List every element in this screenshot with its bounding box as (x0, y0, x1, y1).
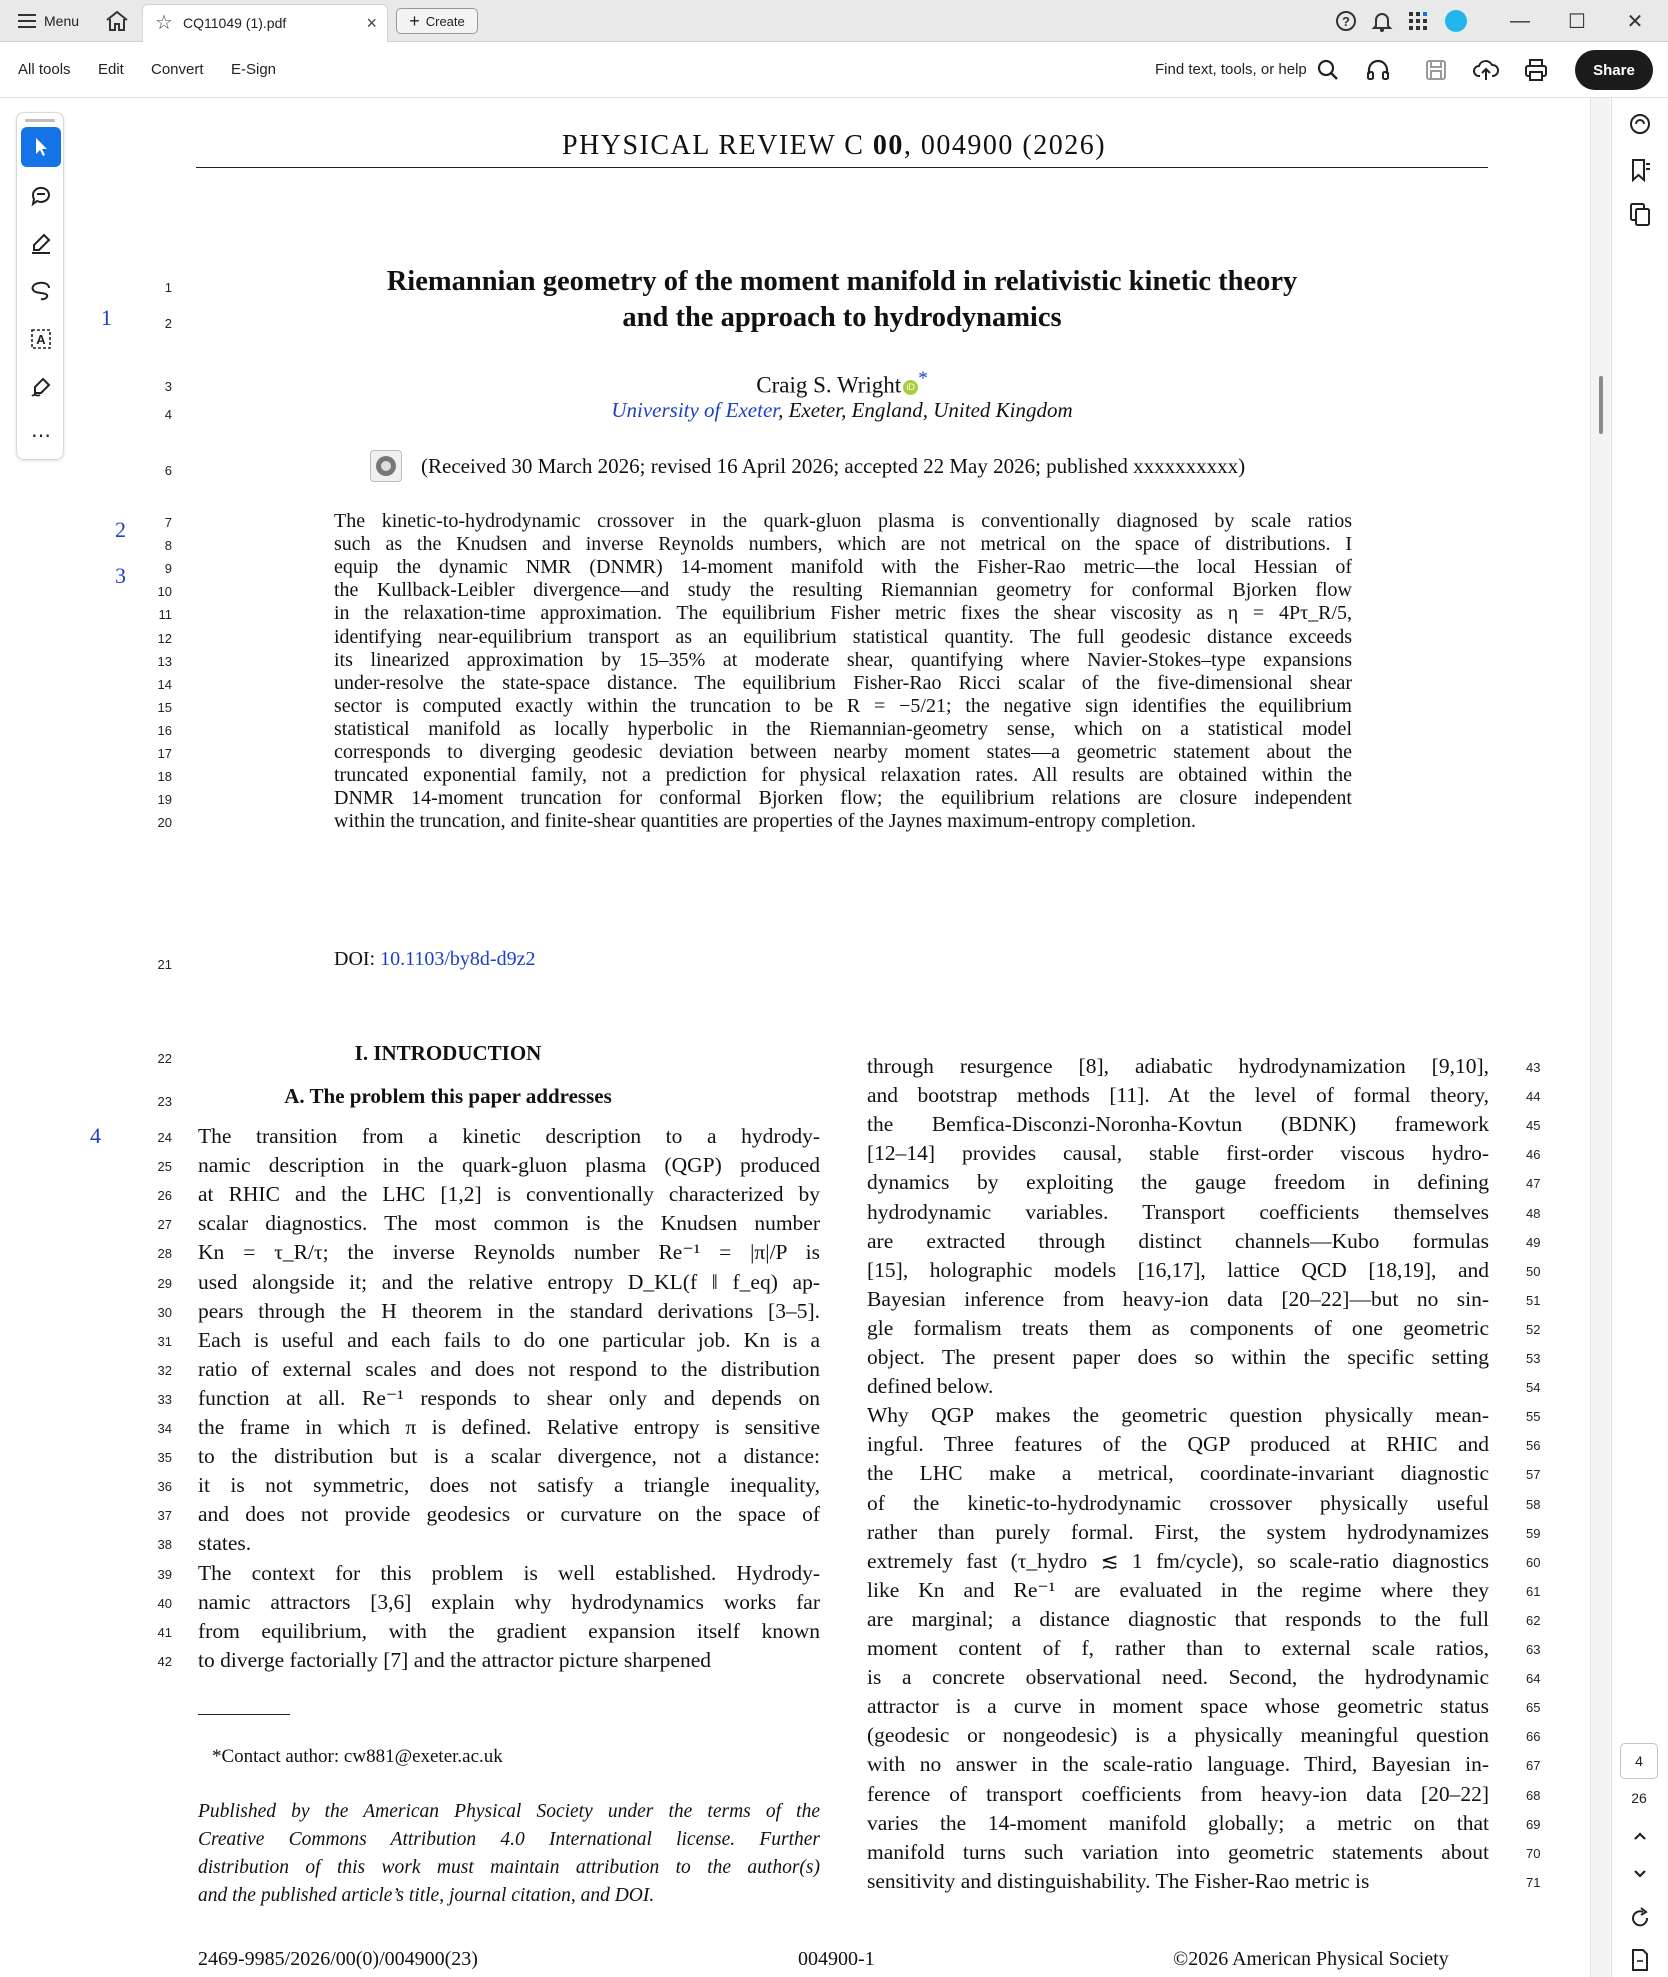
star-icon[interactable]: ☆ (155, 12, 173, 34)
select-tool-button[interactable] (21, 127, 61, 167)
sign-tool-button[interactable] (21, 367, 61, 407)
quick-tools-rail (16, 112, 64, 460)
sign-pen-icon (29, 375, 53, 399)
body-text-line: Why QGP makes the geometric question physically mean- (867, 1403, 1489, 1428)
line-number: 24 (157, 1130, 172, 1145)
line-number: 55 (1526, 1409, 1541, 1425)
tab-title: CQ11049 (1).pdf (183, 15, 287, 31)
line-number: 7 (164, 515, 172, 530)
body-text-line: object. The present paper does so within the specific setting (867, 1345, 1489, 1369)
create-label: Create (425, 13, 465, 29)
line-number: 4 (164, 407, 172, 422)
line-number: 43 (1526, 1060, 1541, 1075)
vertical-scrollbar[interactable] (1590, 98, 1610, 1977)
plus-icon: + (409, 11, 420, 31)
menu-convert[interactable]: Convert (151, 61, 204, 78)
search-icon[interactable] (1314, 56, 1342, 84)
body-text-line: are marginal; a distance diagnostic that responds to the full (867, 1606, 1489, 1631)
line-number: 14 (157, 676, 172, 692)
body-text-line: (geodesic or nongeodesic) is a physically meaningful question (867, 1723, 1489, 1748)
body-text-line: The transition from a kinetic description to a hydrody- (198, 1124, 820, 1148)
line-number: 3 (164, 379, 172, 394)
body-text-line: through resurgence [8], adiabatic hydrodynamization [9,10], (867, 1054, 1489, 1078)
line-number: 44 (1526, 1089, 1541, 1105)
line-number: 27 (157, 1217, 172, 1233)
abstract-line: its linearized approximation by 15–35% at moderate shear, quantifying where Navier-Stokes–type expansions (334, 648, 1352, 671)
line-number: 35 (157, 1450, 172, 1466)
body-text-line: varies the 14-moment manifold globally; a metric on that (867, 1810, 1489, 1835)
body-text-line: from equilibrium, with the gradient expansion itself known (198, 1618, 820, 1643)
abstract-line: truncated exponential family, not a prediction for physical relaxation rates. All results are obtained within the (334, 764, 1352, 787)
contact-footnote: *Contact author: cw881@exeter.ac.uk (212, 1746, 503, 1767)
headphones-read-aloud-icon[interactable] (1364, 56, 1392, 84)
paper-title-line: Riemannian geometry of the moment manifold in relativistic kinetic theory (386, 266, 1298, 297)
line-number: 60 (1526, 1554, 1541, 1570)
journal-header: PHYSICAL REVIEW C 00, 004900 (2026) (561, 130, 1107, 161)
line-number: 50 (1526, 1263, 1541, 1279)
previous-page-icon[interactable] (1626, 1822, 1654, 1850)
body-text-line: are extracted through distinct channels—Kubo formulas (867, 1228, 1489, 1253)
lasso-draw-icon (29, 279, 53, 303)
body-text-line: Kn = τ_R/τ; the inverse Reynolds number Re⁻¹ = |π|/P is (198, 1240, 820, 1265)
author-name: Craig S. Wright iD * (756, 368, 928, 398)
body-text-line: of the kinetic-to-hydrodynamic crossover physically useful (867, 1490, 1489, 1515)
line-number: 65 (1526, 1700, 1541, 1716)
received-dates: (Received 30 March 2026; revised 16 April 2026; accepted 22 May 2026; published xxxxxxxxxx) (421, 454, 1246, 478)
body-text-line: namic description in the quark-gluon plasma (QGP) produced (198, 1153, 820, 1178)
text-box-icon (29, 327, 53, 351)
body-text-line: the Bemfica-Disconzi-Noronha-Kovtun (BDNK) framework (867, 1112, 1489, 1137)
body-text-line: hydrodynamic variables. Transport coefficients themselves (867, 1199, 1489, 1224)
abstract-line: The kinetic-to-hydrodynamic crossover in the quark-gluon plasma is conventionally diagnosed by scale ratios (334, 510, 1352, 532)
body-text-line: extremely fast (τ_hydro ≲ 1 fm/cycle), so scale-ratio diagnostics (867, 1548, 1489, 1573)
more-tools-icon[interactable]: ⋯ (31, 424, 51, 447)
menu-button[interactable] (18, 10, 79, 32)
line-number: 8 (164, 538, 172, 554)
menu-all-tools[interactable]: All tools (18, 61, 71, 78)
line-number: 10 (157, 584, 172, 600)
line-number: 68 (1526, 1787, 1541, 1803)
body-text-line: to the distribution but is a scalar divergence, not a distance: (198, 1444, 820, 1469)
doi: DOI: 10.1103/by8d-d9z2 (334, 948, 536, 970)
line-number: 1 (164, 280, 172, 295)
change-mark[interactable]: 2 (115, 517, 126, 542)
affiliation: University of Exeter, Exeter, England, United Kingdom (611, 398, 1073, 422)
change-mark[interactable]: 4 (90, 1123, 101, 1148)
line-number: 26 (157, 1188, 172, 1204)
find-text-search[interactable]: Find text, tools, or help (1155, 61, 1307, 78)
body-text-line: manifold turns such variation into geometric statements about (867, 1839, 1489, 1864)
body-text-line: namic attractors [3,6] explain why hydrodynamics works far (198, 1589, 820, 1614)
body-text-line: used alongside it; and the relative entropy D_KL(f ‖ f_eq) ap- (198, 1269, 820, 1294)
line-number: 13 (157, 653, 172, 669)
share-button[interactable]: Share (1575, 50, 1653, 90)
change-mark[interactable]: 1 (101, 305, 112, 330)
total-pages: 26 (1631, 1790, 1647, 1806)
section-heading: I. INTRODUCTION (354, 1041, 542, 1065)
license-line: Published by the American Physical Society under the terms of the (198, 1801, 820, 1822)
abstract-line: corresponds to diverging geodesic deviation between nearby moment states—a geometric statement about the (334, 741, 1352, 763)
line-number: 25 (157, 1159, 172, 1175)
line-number: 30 (157, 1304, 172, 1320)
body-text-line: function at all. Re⁻¹ responds to shear only and depends on (198, 1385, 820, 1410)
line-number: 12 (157, 630, 172, 646)
svg-text:A: A (36, 332, 46, 347)
line-number: 20 (157, 815, 172, 831)
body-text-line: and does not provide geodesics or curvature on the space of (198, 1502, 820, 1527)
rail-grip[interactable] (25, 119, 55, 122)
abstract-line: in the relaxation-time approximation. The equilibrium Fisher metric fixes the shear viscosity as η = 4Pτ_R/5, (334, 602, 1352, 625)
body-text-line: Each is useful and each fails to do one particular job. Kn is a (198, 1327, 820, 1352)
body-text-line: is a concrete observational need. Second, the hydrodynamic (867, 1665, 1489, 1690)
abstract-line: the Kullback-Leibler divergence—and study the resulting Riemannian geometry for conformal Bjorken flow (334, 579, 1352, 602)
line-number: 33 (157, 1391, 172, 1407)
license-line: and the published article’s title, journal citation, and DOI. (198, 1885, 655, 1906)
body-text-line: with no answer in the scale-ratio language. Third, Bayesian in- (867, 1752, 1489, 1777)
comment-tool-button[interactable] (21, 175, 61, 215)
body-text-line: [15], holographic models [16,17], lattice QCD [18,19], and (867, 1257, 1489, 1282)
current-page-input[interactable]: 4 (1620, 1743, 1658, 1779)
body-text-line: the frame in which π is defined. Relative entropy is sensitive (198, 1415, 820, 1439)
cursor-arrow-icon (31, 136, 51, 158)
body-text-line: scalar diagnostics. The most common is the Knudsen number (198, 1211, 820, 1236)
scrollbar-thumb[interactable] (1599, 376, 1603, 434)
line-number: 71 (1526, 1874, 1541, 1890)
body-text-line: states. (198, 1531, 252, 1556)
abstract-line: identifying near-equilibrium transport as an equilibrium statistical quantity. The full geodesic distance exceeds (334, 625, 1352, 648)
line-number: 15 (157, 699, 172, 715)
body-text-line: gle formalism treats them as components of one geometric (867, 1315, 1489, 1340)
line-number: 45 (1526, 1118, 1541, 1134)
line-number: 49 (1526, 1234, 1541, 1250)
line-number: 46 (1526, 1147, 1541, 1163)
line-number: 18 (157, 769, 172, 785)
line-number: 67 (1526, 1758, 1541, 1774)
line-number: 19 (157, 792, 172, 808)
line-number: 22 (157, 1051, 172, 1066)
body-text-line: Bayesian inference from heavy-ion data [20–22]—but no sin- (867, 1286, 1489, 1311)
top-toolbar (0, 42, 1668, 98)
line-number: 54 (1526, 1380, 1541, 1396)
line-number: 61 (1526, 1583, 1541, 1599)
help-icon[interactable] (1334, 9, 1358, 33)
maximize-icon[interactable]: ☐ (1568, 10, 1586, 33)
menu-esign[interactable]: E-Sign (231, 61, 277, 78)
body-text-line: rather than purely formal. First, the system hydrodynamizes (867, 1519, 1489, 1544)
line-number: 64 (1526, 1671, 1541, 1687)
line-number: 17 (157, 746, 172, 761)
title-bar (0, 0, 1668, 42)
line-number: 62 (1526, 1612, 1541, 1628)
abstract-line: under-resolve the state-space distance. The equilibrium Fisher-Rao Ricci scalar of the five-dimensional shear (334, 671, 1352, 694)
line-number: 9 (164, 561, 172, 577)
line-number: 70 (1526, 1845, 1541, 1861)
abstract-line: within the truncation, and finite-shear quantities are properties of the Jaynes maximum-entropy completion. (334, 810, 1196, 833)
body-text-line: The context for this problem is well established. Hydrody- (198, 1560, 820, 1585)
abstract-line: DNMR 14-moment truncation for conformal Bjorken flow; the equilibrium relations are closure independent (334, 787, 1352, 810)
line-number: 66 (1526, 1729, 1541, 1745)
line-number: 28 (157, 1246, 172, 1262)
ai-assistant-icon[interactable] (1626, 110, 1654, 138)
line-number: 52 (1526, 1321, 1541, 1337)
hamburger-icon (18, 14, 36, 28)
profile-avatar-icon[interactable] (1444, 9, 1468, 33)
print-icon[interactable] (1522, 56, 1550, 84)
affiliation-link[interactable]: University of Exeter (611, 398, 779, 422)
body-text-line: [12–14] provides causal, stable first-order viscous hydro- (867, 1141, 1489, 1166)
line-number: 59 (1526, 1525, 1541, 1541)
close-window-icon[interactable]: ✕ (1626, 10, 1644, 33)
line-number: 31 (157, 1333, 172, 1349)
apps-grid-icon[interactable] (1406, 9, 1430, 33)
doi-link[interactable]: 10.1103/by8d-d9z2 (380, 948, 536, 970)
body-text-line: attractor is a curve in moment space whose geometric status (867, 1694, 1489, 1719)
footer-issn: 2469-9985/2026/00(0)/004900(23) (198, 1948, 478, 1970)
menu-label: Menu (44, 13, 80, 29)
page-fit-icon[interactable] (1626, 1946, 1654, 1974)
bookmark-icon[interactable] (1626, 156, 1654, 184)
pages-thumbnail-icon[interactable] (1626, 200, 1654, 228)
line-number: 2 (164, 316, 172, 331)
body-text-line: defined below. (867, 1374, 994, 1399)
line-number: 58 (1526, 1496, 1541, 1512)
close-tab-icon[interactable]: × (366, 13, 377, 33)
footer-page-number: 004900-1 (798, 1948, 875, 1970)
orcid-icon[interactable]: iD (903, 380, 918, 395)
footnote-marker[interactable]: * (918, 368, 928, 389)
text-tool-button[interactable] (21, 319, 61, 359)
comment-icon (29, 183, 53, 207)
line-number: 32 (157, 1362, 172, 1378)
line-number: 29 (157, 1275, 172, 1291)
line-number: 56 (1526, 1438, 1541, 1454)
crossmark-icon[interactable] (370, 450, 402, 482)
line-number: 11 (158, 607, 172, 623)
create-button[interactable] (396, 8, 478, 34)
line-number: 37 (157, 1508, 172, 1524)
highlighter-pen-icon (29, 231, 53, 255)
line-number: 16 (157, 722, 172, 738)
highlight-tool-button[interactable] (21, 223, 61, 263)
license-line: Creative Commons Attribution 4.0 International license. Further (198, 1829, 820, 1850)
line-number: 47 (1526, 1176, 1541, 1192)
body-text-line: it is not symmetric, does not satisfy a triangle inequality, (198, 1473, 820, 1498)
line-number: 39 (157, 1566, 172, 1582)
body-text-line: sensitivity and distinguishability. The Fisher-Rao metric is (867, 1868, 1370, 1893)
body-text-line: like Kn and Re⁻¹ are evaluated in the regime where they (867, 1577, 1489, 1602)
body-text-line: and bootstrap methods [11]. At the level of formal theory, (867, 1083, 1489, 1108)
line-number: 40 (157, 1595, 172, 1611)
body-text-line: dynamics by exploiting the gauge freedom in defining (867, 1170, 1489, 1195)
body-text-line: at RHIC and the LHC [1,2] is conventionally characterized by (198, 1182, 820, 1207)
body-text-line: ratio of external scales and does not respond to the distribution (198, 1356, 820, 1381)
body-text-line: to diverge factorially [7] and the attractor picture sharpened (198, 1647, 711, 1672)
svg-text:?: ? (1342, 14, 1350, 29)
line-number: 63 (1526, 1642, 1541, 1657)
cloud-upload-icon[interactable] (1472, 56, 1500, 84)
line-number: 57 (1526, 1467, 1541, 1483)
footnote-rule (198, 1714, 290, 1715)
pdf-page (78, 98, 1590, 1977)
line-number: 42 (157, 1653, 172, 1669)
line-number: 38 (157, 1537, 172, 1553)
header-rule (196, 167, 1488, 168)
line-number: 21 (157, 957, 172, 972)
abstract-line: statistical manifold as locally hyperbolic in the Riemannian-geometry sense, which on a statistical model (334, 717, 1352, 740)
body-text-line: moment content of f, rather than to external scale ratios, (867, 1636, 1489, 1660)
line-number: 6 (164, 463, 172, 478)
save-icon[interactable] (1422, 56, 1450, 84)
body-text-line: ference of transport coefficients from heavy-ion data [20–22] (867, 1781, 1489, 1806)
abstract-line: equip the dynamic NMR (DNMR) 14-moment manifold with the Fisher-Rao metric—the local Hessian of (334, 556, 1352, 579)
home-icon[interactable] (104, 9, 130, 33)
rotate-refresh-icon[interactable] (1626, 1904, 1654, 1932)
right-panel-rail (1611, 98, 1668, 1977)
body-text-line: pears through the H theorem in the standard derivations [3–5]. (198, 1298, 820, 1323)
line-number: 23 (157, 1094, 172, 1109)
subsection-heading: A. The problem this paper addresses (284, 1084, 612, 1108)
abstract-line: sector is computed exactly within the truncation to be R = −5/21; the negative sign identifies the equilibrium (334, 694, 1352, 717)
line-number: 48 (1526, 1205, 1541, 1221)
document-tab[interactable] (142, 4, 388, 42)
footer-copyright: ©2026 American Physical Society (1173, 1948, 1449, 1970)
line-number: 69 (1526, 1816, 1541, 1832)
body-text-line: ingful. Three features of the QGP produced at RHIC and (867, 1432, 1489, 1457)
paper-title-line: and the approach to hydrodynamics (622, 302, 1062, 333)
minimize-icon[interactable]: — (1510, 9, 1530, 32)
bell-icon[interactable] (1370, 9, 1394, 33)
line-number: 51 (1526, 1292, 1541, 1308)
draw-tool-button[interactable] (21, 271, 61, 311)
abstract-line: such as the Knudsen and inverse Reynolds numbers, which are not metrical on the space of distributions. I (334, 533, 1352, 556)
line-number: 34 (157, 1421, 172, 1436)
line-number: 41 (157, 1624, 172, 1640)
change-mark[interactable]: 3 (115, 563, 126, 588)
next-page-icon[interactable] (1626, 1860, 1654, 1888)
license-line: distribution of this work must maintain attribution to the author(s) (198, 1857, 820, 1878)
body-text-line: the LHC make a metrical, coordinate-invariant diagnostic (867, 1461, 1489, 1486)
menu-edit[interactable]: Edit (98, 61, 124, 78)
line-number: 36 (157, 1479, 172, 1495)
line-number: 53 (1526, 1351, 1541, 1366)
